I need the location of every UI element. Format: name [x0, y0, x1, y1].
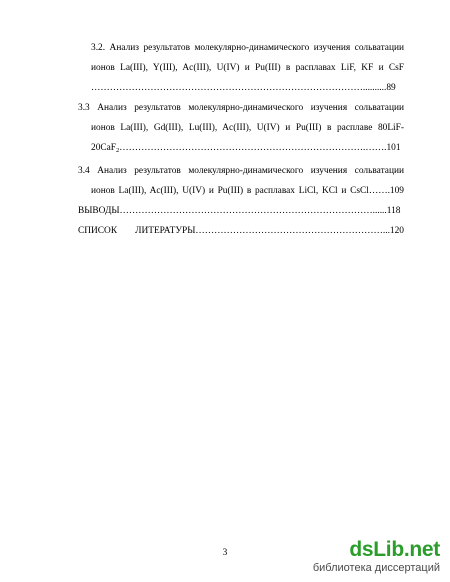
toc-line: ВЫВОДЫ………………………………………………………………………......118: [78, 206, 401, 216]
watermark-subtitle: библиотека диссертаций: [312, 562, 440, 574]
toc-entry-conclusions[interactable]: [78, 201, 404, 221]
toc-entry-3-4[interactable]: [78, 161, 404, 201]
toc-line: ионов La(III), Y(III), Ac(III), U(IV) и Pu(III) в расплавах LiF, KF и CsF: [91, 63, 404, 73]
toc-line-suffix: …………………………………………………………………….…….101: [119, 143, 401, 153]
toc-line: СПИСОК ЛИТЕРАТУРЫ……………………………………………………...120: [78, 226, 404, 236]
toc-line: 3.2. Анализ результатов молекулярно-динамического изучения сольватации: [91, 43, 404, 53]
toc-line: 3.4 Анализ результатов молекулярно-динамического изучения сольватации: [78, 166, 404, 176]
page-number: 3: [222, 548, 228, 558]
toc-line: ионов La(III), Ac(III), U(IV) и Pu(III) в расплавах LiCl, KCl и CsCl…….109: [91, 186, 404, 196]
toc-line: [78, 138, 404, 161]
toc-line: ионов La(III), Gd(III), Lu(III), Ac(III), U(IV) и Pu(III) в расплаве 80LiF-: [91, 123, 404, 133]
watermark-logo: dsLib.net: [349, 538, 440, 561]
toc-entry-3-2[interactable]: [78, 38, 404, 98]
toc-line: 3.3 Анализ результатов молекулярно-динамического изучения сольватации: [78, 103, 404, 113]
watermark: [313, 539, 440, 575]
table-of-contents: [78, 38, 404, 241]
toc-entry-references[interactable]: [78, 221, 404, 241]
toc-line-prefix: 20CaF: [91, 143, 117, 153]
toc-line: ……………………………………………………………………………..........89: [91, 83, 396, 93]
toc-entry-3-3[interactable]: [78, 98, 404, 161]
subscript: 2: [116, 147, 120, 154]
